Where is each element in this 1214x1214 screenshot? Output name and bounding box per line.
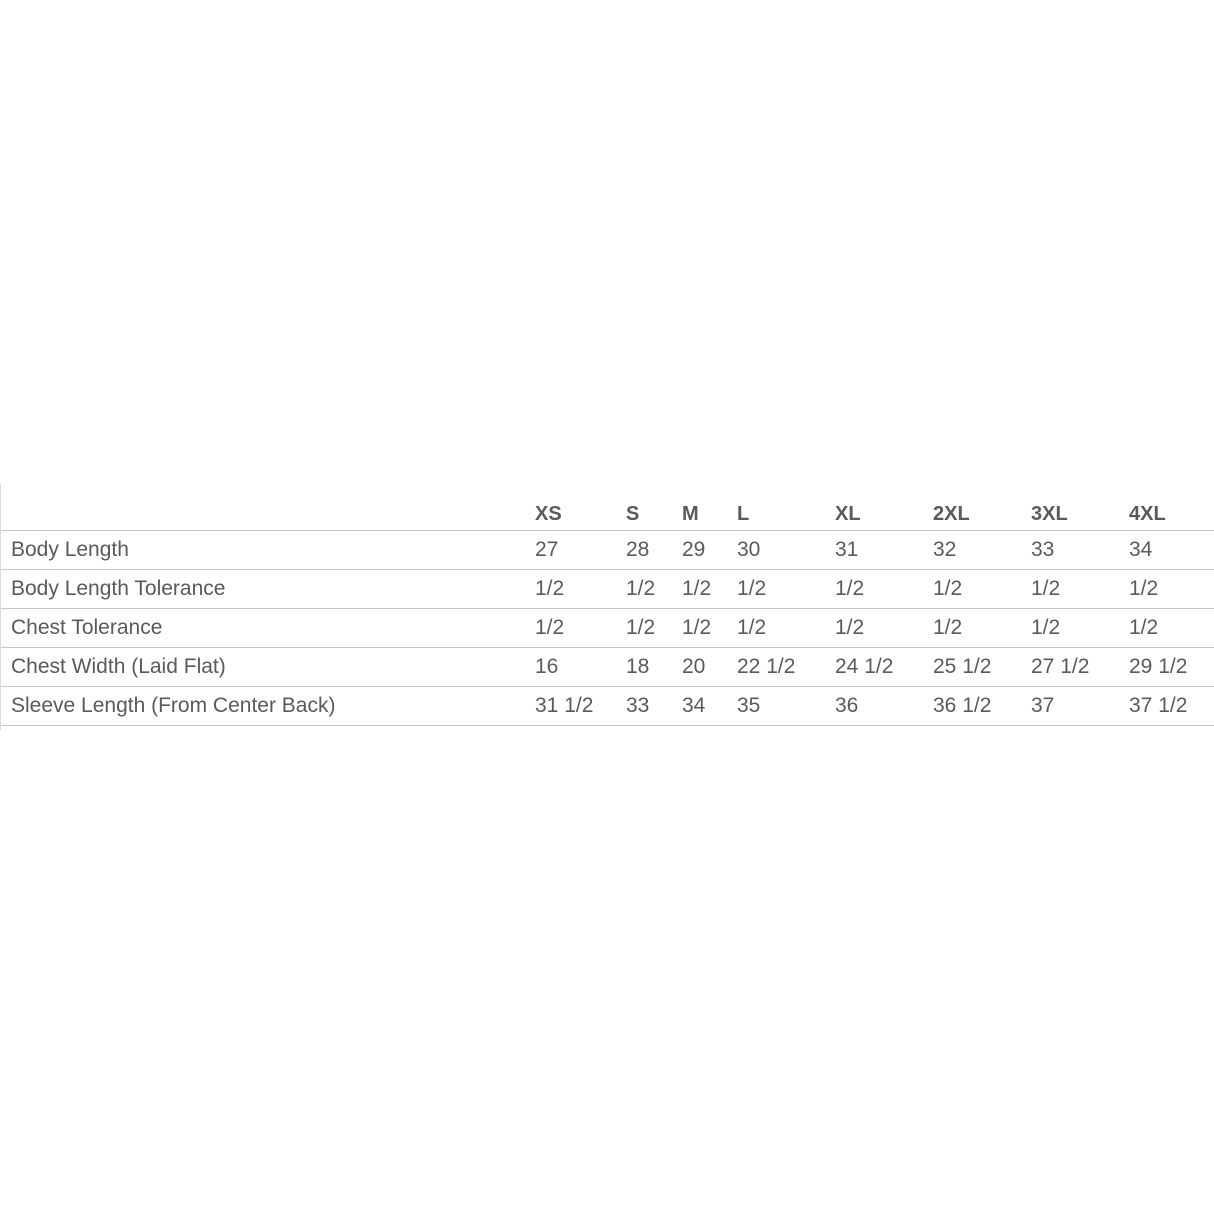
corner-header-cell: [1, 484, 535, 531]
row-label: Body Length Tolerance: [1, 570, 535, 609]
size-chart-table: [1, 484, 1214, 726]
measurement-cell: 34: [1129, 531, 1214, 570]
size-header-l: L: [737, 484, 835, 531]
measurement-cell: 1/2: [933, 609, 1031, 648]
measurement-cell: 35: [737, 687, 835, 726]
measurement-cell: 1/2: [682, 609, 737, 648]
measurement-cell: 31: [835, 531, 933, 570]
measurement-cell: 27 1/2: [1031, 648, 1129, 687]
measurement-cell: 1/2: [535, 609, 626, 648]
measurement-cell: 1/2: [933, 570, 1031, 609]
measurement-cell: 27: [535, 531, 626, 570]
size-header-2xl: 2XL: [933, 484, 1031, 531]
table-row-chest-tolerance: [1, 609, 1214, 648]
measurement-cell: 1/2: [535, 570, 626, 609]
size-header-m: M: [682, 484, 737, 531]
measurement-cell: 1/2: [1031, 609, 1129, 648]
measurement-cell: 1/2: [737, 609, 835, 648]
measurement-cell: 37 1/2: [1129, 687, 1214, 726]
size-header-row: [1, 484, 1214, 531]
measurement-cell: 34: [682, 687, 737, 726]
measurement-cell: 1/2: [1031, 570, 1129, 609]
row-label: Chest Tolerance: [1, 609, 535, 648]
measurement-cell: 25 1/2: [933, 648, 1031, 687]
measurement-cell: 18: [626, 648, 682, 687]
measurement-cell: 1/2: [835, 609, 933, 648]
measurement-cell: 22 1/2: [737, 648, 835, 687]
measurement-cell: 16: [535, 648, 626, 687]
measurement-cell: 20: [682, 648, 737, 687]
size-header-4xl: 4XL: [1129, 484, 1214, 531]
table-row-chest-width: [1, 648, 1214, 687]
table-row-body-length-tolerance: [1, 570, 1214, 609]
measurement-cell: 24 1/2: [835, 648, 933, 687]
measurement-cell: 37: [1031, 687, 1129, 726]
measurement-cell: 1/2: [682, 570, 737, 609]
measurement-cell: 31 1/2: [535, 687, 626, 726]
measurement-cell: 1/2: [737, 570, 835, 609]
size-header-xs: XS: [535, 484, 626, 531]
measurement-cell: 33: [1031, 531, 1129, 570]
measurement-cell: 1/2: [835, 570, 933, 609]
size-header-s: S: [626, 484, 682, 531]
measurement-cell: 33: [626, 687, 682, 726]
row-label: Body Length: [1, 531, 535, 570]
measurement-cell: 28: [626, 531, 682, 570]
size-chart: [0, 484, 1214, 730]
measurement-cell: 36: [835, 687, 933, 726]
row-label: Sleeve Length (From Center Back): [1, 687, 535, 726]
measurement-cell: 1/2: [1129, 570, 1214, 609]
measurement-cell: 1/2: [1129, 609, 1214, 648]
size-header-3xl: 3XL: [1031, 484, 1129, 531]
measurement-cell: 29: [682, 531, 737, 570]
table-row-sleeve-length: [1, 687, 1214, 726]
measurement-cell: 36 1/2: [933, 687, 1031, 726]
size-header-xl: XL: [835, 484, 933, 531]
measurement-cell: 32: [933, 531, 1031, 570]
measurement-cell: 30: [737, 531, 835, 570]
row-label: Chest Width (Laid Flat): [1, 648, 535, 687]
measurement-cell: 29 1/2: [1129, 648, 1214, 687]
table-row-body-length: [1, 531, 1214, 570]
measurement-cell: 1/2: [626, 609, 682, 648]
measurement-cell: 1/2: [626, 570, 682, 609]
